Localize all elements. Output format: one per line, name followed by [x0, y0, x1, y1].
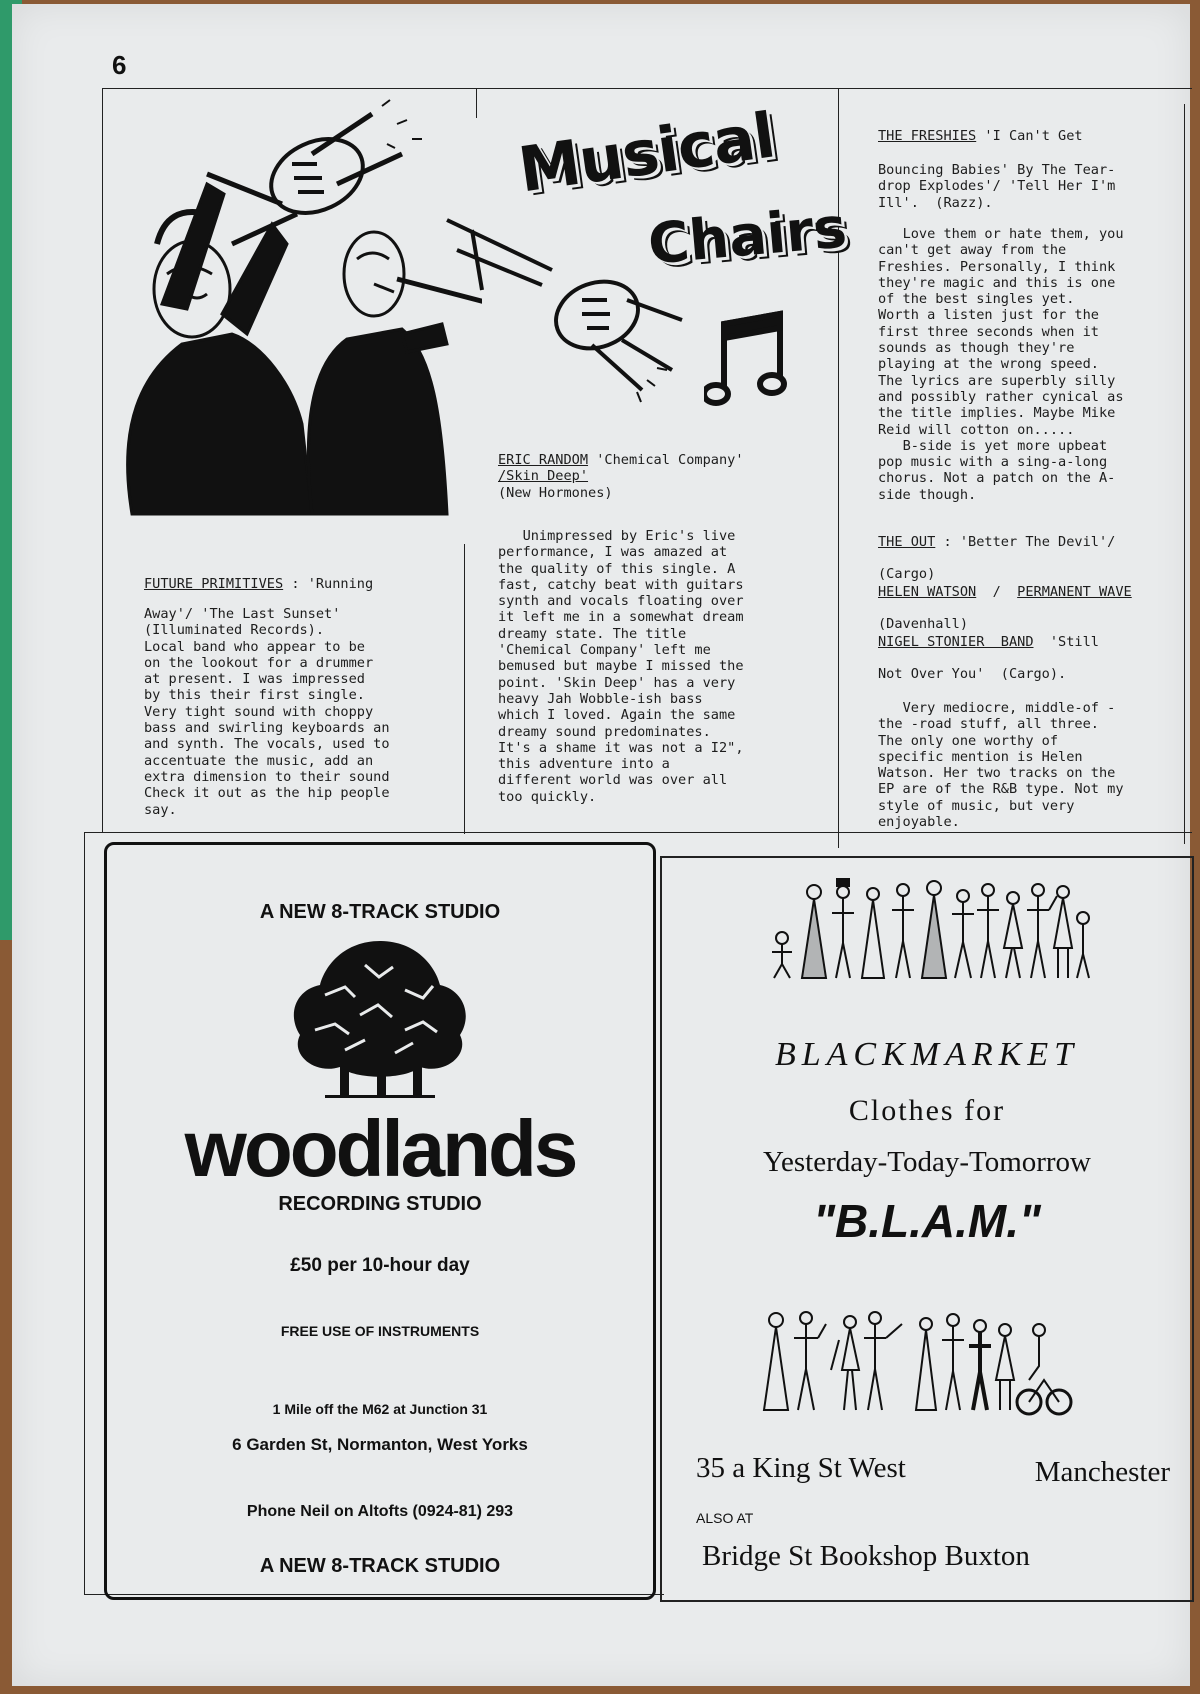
review-label: (Cargo): [878, 566, 936, 582]
shop-name: BLACKMARKET: [774, 1036, 1080, 1073]
review-label: (Davenhall): [878, 616, 969, 632]
review-nigel-stonier-header: [878, 634, 1198, 650]
review-lead: 'I Can't Get: [976, 128, 1083, 144]
review-lead: 'Still: [1033, 634, 1099, 650]
tagline-1: Clothes for: [848, 1094, 1006, 1127]
period-costume-figures-illustration: [762, 878, 1092, 988]
review-subhead: Not Over You' (Cargo).: [878, 666, 1067, 682]
band-name: HELEN WATSON: [878, 584, 977, 600]
feature-title: [514, 98, 779, 207]
feature-title-line1: Musical: [514, 98, 779, 207]
review-subhead: Bouncing Babies' By The Tear- drop Explodes'/ 'Tell Her I'm Ill'. (Razz).: [878, 162, 1116, 211]
shop-city: Manchester: [1034, 1456, 1170, 1488]
feature-title-line2: Chairs: [645, 195, 850, 278]
price-line: £50 per 10-hour day: [290, 1255, 470, 1276]
tagline-2: Yesterday-Today-Tomorrow: [762, 1146, 1092, 1178]
shop-abbreviation: "B.L.A.M.": [813, 1195, 1041, 1247]
left-rule: [102, 88, 103, 832]
review-title-line: /Skin Deep': [498, 468, 589, 485]
dancing-figures-illustration: [754, 1310, 1084, 1420]
mid-rule: [84, 832, 1192, 833]
review-lead: : 'Better The Devil'/: [935, 534, 1116, 550]
studio-subtitle: RECORDING STUDIO: [278, 1193, 482, 1215]
review-future-primitives: [144, 576, 454, 592]
review-the-out-header: [878, 534, 1188, 550]
ad-footer: A NEW 8-TRACK STUDIO: [259, 1555, 501, 1577]
address-line: 6 Garden St, Normanton, West Yorks: [232, 1435, 528, 1454]
separator: /: [976, 584, 1018, 600]
review-label: (New Hormones): [498, 484, 613, 501]
review-freshies-header: [878, 128, 1188, 144]
top-rule: [102, 88, 1192, 89]
review-lead: : 'Running: [283, 576, 374, 592]
phone-line: Phone Neil on Altofts (0924-81) 293: [246, 1503, 514, 1520]
free-instruments-line: FREE USE OF INSTRUMENTS: [280, 1323, 480, 1339]
review-body: Away'/ 'The Last Sunset' (Illuminated Records). Local band who appear to be on the lookout for a drummer at present. I was impressed by this their first single. Very tight sound with choppy bass and swirling keyboards an and synth. The vocals, used to accentuate the music, add an extra dimension to their sound Check it out as the hip people say.: [144, 606, 390, 818]
col-divider-1: [464, 544, 465, 834]
woodlands-ad: [104, 842, 656, 1600]
review-body: Unimpressed by Eric's live performance, I was amazed at the quality of this single. A fast, catchy beat with guitars synth and vocals floating over it left me in a somewhat dream dreamy state. The title 'Chemical Company' left me bemused but maybe I missed the point. 'Skin Deep' has a very heavy Jah Wobble-ish bass which I loved. Again the same dreamy sound predominates. It's a shame it was not a I2", this adventure into a different world was over all too quickly.: [498, 528, 744, 805]
tree-icon: [285, 935, 475, 1105]
beamed-eighth-notes-icon: [704, 310, 792, 414]
magazine-page: [12, 4, 1190, 1686]
location-line: 1 Mile off the M62 at Junction 31: [272, 1401, 488, 1417]
review-eric-random-header: [498, 452, 838, 501]
review-body: Very mediocre, middle-of - the -road stuff, all three. The only one worthy of specific mention is Helen Watson. Her two tracks on the EP are of the R&B type. Not my style of music, but very enjoyable.: [878, 700, 1124, 831]
band-name: THE FRESHIES: [878, 128, 977, 144]
band-name: ERIC RANDOM: [498, 452, 589, 468]
also-at-label: ALSO AT: [696, 1510, 754, 1526]
page-number: 6: [112, 50, 127, 80]
blackmarket-ad: [660, 856, 1194, 1602]
studio-name: woodlands: [184, 1104, 576, 1193]
review-lead: 'Chemical Company': [588, 452, 744, 468]
band-name: FUTURE PRIMITIVES: [144, 576, 284, 592]
review-body: Love them or hate them, you can't get away from the Freshies. Personally, I think they're magic and this is one of the best singles yet. Worth a listen just for the first three seconds when it sounds as though they're playing at the wrong speed. The lyrics are superbly silly and possibly rather cynical as the title implies. Maybe Mike Reid will cotton on..... B-side is yet more upbeat pop music with a sing-a-long chorus. Not a patch on the A- side though.: [878, 226, 1124, 503]
branch-location: Bridge St Bookshop Buxton: [702, 1540, 1030, 1572]
outer-left-rule: [84, 832, 85, 1594]
band-name: PERMANENT WAVE: [1017, 584, 1132, 600]
feature-title-2: [645, 195, 850, 278]
band-name: NIGEL STONIER BAND: [878, 634, 1034, 650]
shop-address: 35 a King St West: [696, 1452, 906, 1484]
ad-headline: A NEW 8-TRACK STUDIO: [259, 901, 501, 923]
review-helen-watson-header: [878, 584, 1198, 600]
musicians-with-chairs-illustration: [112, 94, 482, 524]
band-name: THE OUT: [878, 534, 936, 550]
